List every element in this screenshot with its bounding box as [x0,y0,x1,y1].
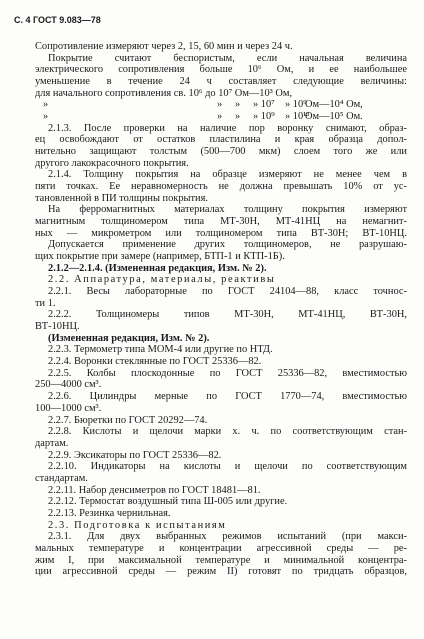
ditto-cell: Ом—10⁴ Ом, [305,99,363,111]
ditto-cell: » 10⁷ [253,99,275,111]
text-line: мальных температуре и концентрации агрессивной среды — ре- [35,542,407,554]
text-line: 2.1.3. После проверки на наличие пор воронку снимают, образ- [48,122,407,134]
text-line: стандартам. [35,472,88,484]
ditto-cell: » [43,99,49,111]
amendment-note: (Измененная редакция, Изм. № 2). [48,332,210,344]
ditto-cell: » 10⁹ [285,99,307,111]
page-header: С. 4 ГОСТ 9.083—78 [14,15,101,25]
text-line: На ферромагнитных материалах толщину покрытия измеряют [48,204,407,216]
text-line: 100—1000 см³. [35,402,102,414]
section-heading: 2.3. Подготовка к испытаниям [48,519,227,531]
text-line: 2.2.9. Эксикаторы по ГОСТ 25336—82. [48,449,222,461]
ditto-cell: Ом—10⁵ Ом. [305,111,363,123]
ditto-row [35,99,407,111]
ditto-cell: » [217,99,223,111]
text-line: другого лакокрасочного покрытия. [35,157,189,169]
text-line: ции агрессивной среды — режим II) готовят по тридцать образцов, [35,566,407,578]
text-line: электрического сопротивления больше 10⁶ Ом, и ее наибольшее [35,64,407,76]
ditto-cell: » 10¹³ [285,111,310,123]
ditto-cell: » [235,99,241,111]
text-line: 250—4000 см³. [35,379,102,391]
text-line: ец освобождают от остатков пластилина и края образца допол- [35,134,407,146]
text-line: ти 1. [35,297,56,309]
text-line: 2.2.2. Толщиномеры типов МТ-30Н, МТ-41НЦ, ВТ-30Н, [48,309,407,321]
text-line: нительно защищают толстым (500—700 мкм) слоем того же или [35,146,407,158]
text-line: дартам. [35,437,69,449]
ditto-cell: » [235,111,241,123]
text-line: 2.1.4. Толщину покрытия на образце измеряют не менее чем в [48,169,407,181]
ditto-cell: » [43,111,49,123]
text-line: Допускается применение других толщиномеров, не разрушаю- [48,239,407,251]
text-line: 2.2.11. Набор денсиметров по ГОСТ 18481—81. [48,484,261,496]
ditto-row [35,111,407,123]
ditto-cell: » [217,111,223,123]
text-line: жим I, при максимальной температуре и минимальной концентра- [35,554,407,566]
text-line: магнитным толщиномером типа МТ-30Н, МТ-41НЦ на немагнит- [35,216,407,228]
amendment-note: 2.1.2—2.1.4. (Измененная редакция, Изм. № 2). [48,262,267,274]
text-line: 2.2.3. Термометр типа МОМ-4 или другие по НТД. [48,344,273,356]
text-line: Покрытие считают беспористым, если начальная величина [48,52,407,64]
text-line: Сопротивление измеряют через 2, 15, 60 мин и через 24 ч. [35,41,293,52]
text-line: 2.2.7. Бюретки по ГОСТ 20292—74. [48,414,208,426]
text-line: тановленной в ПИ толщины покрытия. [35,192,208,204]
text-line: 2.3.1. Для двух выбранных режимов испытаний (при макси- [48,531,407,543]
document-body [35,41,407,578]
text-line: 2.2.13. Резинка чернильная. [48,507,171,519]
text-line: ВТ-10НЦ. [35,321,80,333]
ditto-cell: » 10⁹ [253,111,275,123]
text-line: 2.2.1. Весы лабораторные по ГОСТ 24104—88, класс точнос- [48,286,407,298]
text-line: 2.2.8. Кислоты и щелочи марки х. ч. по соответствующим стан- [48,426,407,438]
text-line: уменьшение в течение 24 ч составляет следующие величины: [35,76,407,88]
text-line: пяти точках. Ее неравномерность не должна превышать 10% от ус- [35,181,407,193]
text-line: 2.2.6. Цилиндры мерные по ГОСТ 1770—74, вместимостью [48,391,407,403]
text-line: ных — микрометром или толщиномером типа ВТ-30Н; ВТ-10НЦ. [35,227,407,239]
section-heading: 2.2. Аппаратура, материалы, реактивы [48,274,276,286]
text-line: 2.2.4. Воронки стеклянные по ГОСТ 25336—82. [48,356,262,368]
text-line: щих покрытие при замере (например, БТП-1 и КТП-1Б). [35,251,285,263]
text-line: 2.2.5. Колбы плоскодонные по ГОСТ 25336—82, вместимостью [48,367,407,379]
text-line: 2.2.12. Термостат воздушный типа Ш-005 или другие. [48,496,288,508]
text-line: для начального сопротивления св. 10⁶ до 10⁷ Ом—10³ Ом, [35,87,293,99]
text-line: 2.2.10. Индикаторы на кислоты и щелочи по соответствующим [48,461,407,473]
